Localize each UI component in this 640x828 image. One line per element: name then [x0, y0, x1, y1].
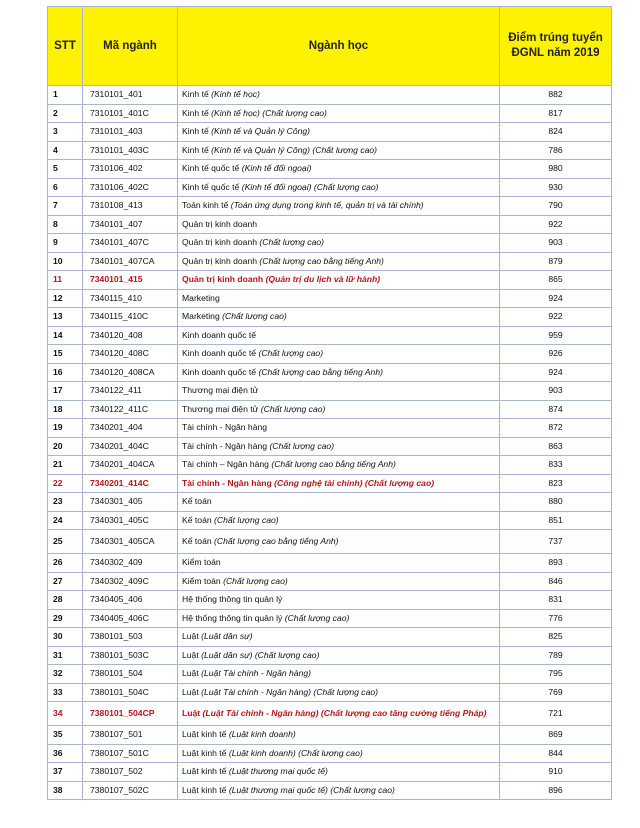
row-major-name	[178, 252, 500, 271]
admission-score-table	[47, 6, 612, 800]
row-major-name	[178, 665, 500, 684]
row-score: 776	[500, 609, 612, 628]
row-score: 789	[500, 646, 612, 665]
row-major-code: 7340122_411	[83, 382, 178, 401]
row-score: 922	[500, 308, 612, 327]
row-score: 930	[500, 178, 612, 197]
table-row	[48, 104, 612, 123]
table-row	[48, 252, 612, 271]
row-stt: 37	[48, 763, 83, 782]
row-major-code: 7340101_407C	[83, 234, 178, 253]
row-score: 869	[500, 726, 612, 745]
row-score: 922	[500, 215, 612, 234]
row-stt: 10	[48, 252, 83, 271]
row-stt: 2	[48, 104, 83, 123]
row-score: 926	[500, 345, 612, 364]
row-major-code: 7340405_406	[83, 591, 178, 610]
row-major-name-text: Luật	[182, 686, 202, 697]
row-major-note: (Luật Tài chính - Ngân hàng)	[201, 668, 311, 678]
row-score: 795	[500, 665, 612, 684]
row-major-note: (Chất lượng cao)	[259, 237, 325, 247]
row-major-code: 7340201_404	[83, 419, 178, 438]
row-stt: 22	[48, 474, 83, 493]
row-major-name-text: Thương mại điện tử	[182, 403, 261, 414]
row-major-name-text: Thương mại điện tử	[182, 385, 259, 395]
row-score: 924	[500, 289, 612, 308]
row-stt: 12	[48, 289, 83, 308]
row-major-name-text: Tài chính - Ngân hàng	[182, 440, 270, 451]
row-stt: 21	[48, 456, 83, 475]
row-stt: 14	[48, 326, 83, 345]
row-major-name	[178, 419, 500, 438]
row-score: 924	[500, 363, 612, 382]
row-major-name-text: Luật	[182, 631, 202, 641]
row-major-name	[178, 530, 500, 554]
row-major-name-text: Toán kinh tế	[182, 200, 231, 210]
row-major-name	[178, 234, 500, 253]
row-score: 769	[500, 683, 612, 702]
row-stt: 24	[48, 511, 83, 530]
table-row	[48, 308, 612, 327]
row-stt: 25	[48, 530, 83, 554]
row-major-name	[178, 86, 500, 105]
table-row	[48, 363, 612, 382]
row-major-name-text: Kinh tế	[182, 107, 212, 118]
row-score: 823	[500, 474, 612, 493]
row-stt: 9	[48, 234, 83, 253]
row-major-name	[178, 572, 500, 591]
table-body	[48, 86, 612, 800]
row-score: 817	[500, 104, 612, 123]
row-major-code: 7310101_401C	[83, 104, 178, 123]
header-code: Mã ngành	[83, 7, 178, 86]
row-major-note: (Chất lượng cao bằng tiếng Anh)	[259, 255, 384, 266]
table-row	[48, 215, 612, 234]
row-major-name-text: Kiểm toán	[182, 575, 224, 586]
row-score: 824	[500, 123, 612, 142]
table-row	[48, 345, 612, 364]
row-score: 865	[500, 271, 612, 290]
row-major-note: (Chất lượng cao bằng tiếng Anh)	[271, 459, 396, 469]
row-major-note: (Chất lượng cao)	[269, 440, 335, 451]
row-major-note: (Kinh tế học) (Chất lượng cao)	[211, 107, 327, 118]
table-row	[48, 382, 612, 401]
row-major-note: (Quản trị du lịch và lữ hành)	[265, 274, 381, 284]
row-major-name	[178, 702, 500, 726]
row-stt: 31	[48, 646, 83, 665]
row-major-code: 7380101_503	[83, 628, 178, 647]
row-major-name-text: Kế toán	[182, 514, 215, 525]
row-score: 903	[500, 234, 612, 253]
table-row	[48, 646, 612, 665]
table-row	[48, 530, 612, 554]
row-stt: 7	[48, 197, 83, 216]
row-stt: 4	[48, 141, 83, 160]
row-major-note: (Luật Tài chính - Ngân hàng) (Chất lượng cao)	[201, 686, 379, 697]
row-stt: 29	[48, 609, 83, 628]
row-stt: 1	[48, 86, 83, 105]
row-stt: 27	[48, 572, 83, 591]
row-score: 844	[500, 744, 612, 763]
table-row	[48, 456, 612, 475]
row-score: 879	[500, 252, 612, 271]
row-major-code: 7380101_504CP	[83, 702, 178, 726]
row-stt: 5	[48, 160, 83, 179]
row-score: 893	[500, 554, 612, 573]
row-major-name-text: Kế toán	[182, 536, 215, 546]
row-major-name-text: Kế toán	[182, 496, 212, 506]
row-major-note: (Chất lượng cao bằng tiếng Anh)	[214, 536, 339, 546]
row-major-name-text: Luật kinh tế	[182, 729, 229, 739]
row-major-code: 7340302_409	[83, 554, 178, 573]
row-major-name	[178, 178, 500, 197]
row-major-code: 7340201_404C	[83, 437, 178, 456]
row-stt: 20	[48, 437, 83, 456]
table-row	[48, 702, 612, 726]
row-major-code: 7340115_410C	[83, 308, 178, 327]
row-major-name-text: Marketing	[182, 292, 220, 303]
row-major-code: 7340101_415	[83, 271, 178, 290]
row-score: 737	[500, 530, 612, 554]
row-score: 903	[500, 382, 612, 401]
row-score: 880	[500, 493, 612, 512]
row-major-name	[178, 326, 500, 345]
table-row	[48, 160, 612, 179]
row-major-code: 7380107_502	[83, 763, 178, 782]
row-score: 910	[500, 763, 612, 782]
row-major-note: (Luật dân sự) (Chất lượng cao)	[201, 649, 320, 660]
row-major-note: (Luật thương mại quốc tế)	[228, 766, 328, 776]
row-major-code: 7380101_504	[83, 665, 178, 684]
row-score: 833	[500, 456, 612, 475]
row-major-name-text: Quản trị kinh doanh	[182, 237, 260, 247]
row-major-name-text: Kinh doanh quốc tế	[182, 366, 259, 377]
row-major-note: (Luật kinh doanh) (Chất lượng cao)	[228, 747, 363, 758]
row-major-name-text: Kinh tế	[182, 89, 212, 99]
row-score: 872	[500, 419, 612, 438]
row-major-note: (Kinh tế đối ngoại) (Chất lượng cao)	[241, 181, 379, 192]
table-row	[48, 437, 612, 456]
row-major-name	[178, 363, 500, 382]
row-major-name-text: Kinh tế	[182, 126, 212, 136]
table-row	[48, 419, 612, 438]
row-major-note: (Luật Tài chính - Ngân hàng) (Chất lượng cao tăng cường tiếng Pháp)	[202, 708, 487, 718]
row-stt: 16	[48, 363, 83, 382]
row-major-name	[178, 554, 500, 573]
row-major-code: 7340115_410	[83, 289, 178, 308]
table-row	[48, 665, 612, 684]
row-major-code: 7340302_409C	[83, 572, 178, 591]
table-row	[48, 726, 612, 745]
admission-score-table-container	[47, 6, 611, 800]
row-major-code: 7380101_503C	[83, 646, 178, 665]
header-score-line2: ĐGNL năm 2019	[511, 47, 600, 59]
row-score: 980	[500, 160, 612, 179]
table-row	[48, 763, 612, 782]
row-major-name	[178, 160, 500, 179]
row-score: 896	[500, 781, 612, 800]
row-major-name	[178, 456, 500, 475]
row-stt: 8	[48, 215, 83, 234]
row-major-code: 7310101_403	[83, 123, 178, 142]
row-major-name-text: Kinh tế quốc tế	[182, 163, 242, 173]
row-major-note: (Toán ứng dụng trong kinh tế, quản trị và tài chính)	[230, 200, 424, 210]
row-major-code: 7340101_407CA	[83, 252, 178, 271]
row-score: 846	[500, 572, 612, 591]
row-score: 825	[500, 628, 612, 647]
row-major-note: (Kinh tế và Quản lý Công) (Chất lượng cao)	[211, 144, 378, 155]
header-stt: STT	[48, 7, 83, 86]
row-major-name	[178, 289, 500, 308]
table-row	[48, 554, 612, 573]
row-major-note: (Chất lượng cao)	[214, 514, 279, 525]
row-major-code: 7340201_414C	[83, 474, 178, 493]
row-major-name	[178, 382, 500, 401]
row-major-code: 7310101_403C	[83, 141, 178, 160]
table-row	[48, 781, 612, 800]
row-stt: 13	[48, 308, 83, 327]
row-major-name-text: Kiểm toán	[182, 557, 221, 567]
row-major-code: 7380107_501C	[83, 744, 178, 763]
table-row	[48, 628, 612, 647]
row-stt: 23	[48, 493, 83, 512]
row-major-code: 7380107_502C	[83, 781, 178, 800]
row-major-note: (Chất lượng cao)	[260, 403, 326, 414]
table-row	[48, 271, 612, 290]
header-score-line1: Điểm trúng tuyển	[508, 32, 603, 44]
row-major-code: 7340122_411C	[83, 400, 178, 419]
row-major-name-text: Quản trị kinh doanh	[182, 274, 266, 284]
header-score	[500, 7, 612, 86]
row-major-name	[178, 726, 500, 745]
table-row	[48, 326, 612, 345]
row-major-code: 7340301_405C	[83, 511, 178, 530]
row-major-code: 7340120_408	[83, 326, 178, 345]
row-stt: 6	[48, 178, 83, 197]
row-major-note: (Kinh tế học)	[211, 89, 260, 99]
row-major-code: 7340301_405CA	[83, 530, 178, 554]
row-major-note: (Chất lượng cao)	[222, 311, 287, 321]
row-major-name-text: Luật kinh tế	[182, 766, 229, 776]
row-major-code: 7340101_407	[83, 215, 178, 234]
row-stt: 33	[48, 683, 83, 702]
row-major-note: (Chất lượng cao)	[284, 612, 350, 623]
row-major-name-text: Hệ thống thông tin quản lý	[182, 594, 283, 604]
row-major-note: (Công nghệ tài chính) (Chất lượng cao)	[274, 477, 435, 488]
row-major-name	[178, 104, 500, 123]
row-major-name	[178, 683, 500, 702]
row-major-name-text: Luật	[182, 649, 202, 660]
row-stt: 19	[48, 419, 83, 438]
row-stt: 28	[48, 591, 83, 610]
row-major-name	[178, 744, 500, 763]
table-row	[48, 141, 612, 160]
table-row	[48, 86, 612, 105]
row-score: 882	[500, 86, 612, 105]
row-major-code: 7310101_401	[83, 86, 178, 105]
row-major-code: 7380107_501	[83, 726, 178, 745]
row-major-name	[178, 591, 500, 610]
row-major-name-text: Quản trị kinh doanh	[182, 218, 258, 229]
row-major-name-text: Tài chính - Ngân hàng	[182, 422, 268, 432]
table-row	[48, 493, 612, 512]
row-score: 790	[500, 197, 612, 216]
row-score: 831	[500, 591, 612, 610]
row-major-name	[178, 141, 500, 160]
row-score: 959	[500, 326, 612, 345]
row-stt: 38	[48, 781, 83, 800]
table-row	[48, 400, 612, 419]
table-row	[48, 572, 612, 591]
row-major-name-text: Quản trị kinh doanh	[182, 255, 260, 266]
row-major-name-text: Marketing	[182, 311, 223, 321]
row-major-code: 7340120_408C	[83, 345, 178, 364]
row-major-code: 7340301_405	[83, 493, 178, 512]
row-major-code: 7310106_402C	[83, 178, 178, 197]
row-major-name-text: Luật kinh tế	[182, 747, 229, 758]
row-major-name	[178, 345, 500, 364]
row-major-name-text: Luật	[182, 708, 203, 718]
row-major-name	[178, 197, 500, 216]
row-major-name	[178, 437, 500, 456]
row-stt: 35	[48, 726, 83, 745]
row-stt: 32	[48, 665, 83, 684]
row-major-code: 7340120_408CA	[83, 363, 178, 382]
table-row	[48, 289, 612, 308]
row-major-name	[178, 474, 500, 493]
row-major-name	[178, 493, 500, 512]
table-row	[48, 609, 612, 628]
row-major-note: (Luật dân sự)	[201, 631, 253, 641]
row-score: 851	[500, 511, 612, 530]
row-stt: 26	[48, 554, 83, 573]
table-row	[48, 591, 612, 610]
row-stt: 17	[48, 382, 83, 401]
row-major-name-text: Luật kinh tế	[182, 784, 229, 795]
row-major-name	[178, 400, 500, 419]
table-row	[48, 683, 612, 702]
row-major-name-text: Hệ thống thông tin quản lý	[182, 612, 285, 623]
row-score: 721	[500, 702, 612, 726]
row-major-code: 7340405_406C	[83, 609, 178, 628]
table-header	[48, 7, 612, 86]
row-major-name-text: Tài chính - Ngân hàng	[182, 477, 275, 488]
row-stt: 36	[48, 744, 83, 763]
row-major-name	[178, 646, 500, 665]
row-stt: 15	[48, 345, 83, 364]
row-major-note: (Luật kinh doanh)	[228, 729, 296, 739]
row-major-name-text: Tài chính – Ngân hàng	[182, 459, 272, 469]
table-row	[48, 234, 612, 253]
row-major-code: 7310108_413	[83, 197, 178, 216]
row-major-name	[178, 271, 500, 290]
row-stt: 3	[48, 123, 83, 142]
row-major-note: (Luật thương mại quốc tế) (Chất lượng cao)	[228, 784, 395, 795]
row-major-name	[178, 511, 500, 530]
row-major-note: (Chất lượng cao bằng tiếng Anh)	[258, 366, 383, 377]
row-major-name	[178, 308, 500, 327]
row-major-code: 7310106_402	[83, 160, 178, 179]
row-major-code: 7380101_504C	[83, 683, 178, 702]
table-row	[48, 511, 612, 530]
row-major-note: (Kinh tế đối ngoại)	[241, 163, 312, 173]
row-major-note: (Chất lượng cao)	[258, 348, 324, 358]
row-major-name-text: Kinh tế quốc tế	[182, 181, 242, 192]
row-major-name	[178, 123, 500, 142]
row-stt: 30	[48, 628, 83, 647]
row-major-name	[178, 763, 500, 782]
row-major-note: (Kinh tế và Quản lý Công)	[211, 126, 311, 136]
row-score: 874	[500, 400, 612, 419]
row-major-name-text: Kinh tế	[182, 144, 212, 155]
row-score: 863	[500, 437, 612, 456]
row-major-name-text: Kinh doanh quốc tế	[182, 329, 257, 340]
row-major-name	[178, 609, 500, 628]
header-name: Ngành học	[178, 7, 500, 86]
row-major-name	[178, 628, 500, 647]
row-major-name	[178, 781, 500, 800]
row-major-name-text: Kinh doanh quốc tế	[182, 348, 259, 358]
row-stt: 34	[48, 702, 83, 726]
table-row	[48, 123, 612, 142]
row-score: 786	[500, 141, 612, 160]
table-row	[48, 178, 612, 197]
row-stt: 11	[48, 271, 83, 290]
row-major-name-text: Luật	[182, 668, 202, 678]
row-major-name	[178, 215, 500, 234]
header-row	[48, 7, 612, 86]
row-major-code: 7340201_404CA	[83, 456, 178, 475]
table-row	[48, 744, 612, 763]
table-row	[48, 474, 612, 493]
row-stt: 18	[48, 400, 83, 419]
row-major-note: (Chất lượng cao)	[223, 575, 288, 586]
table-row	[48, 197, 612, 216]
